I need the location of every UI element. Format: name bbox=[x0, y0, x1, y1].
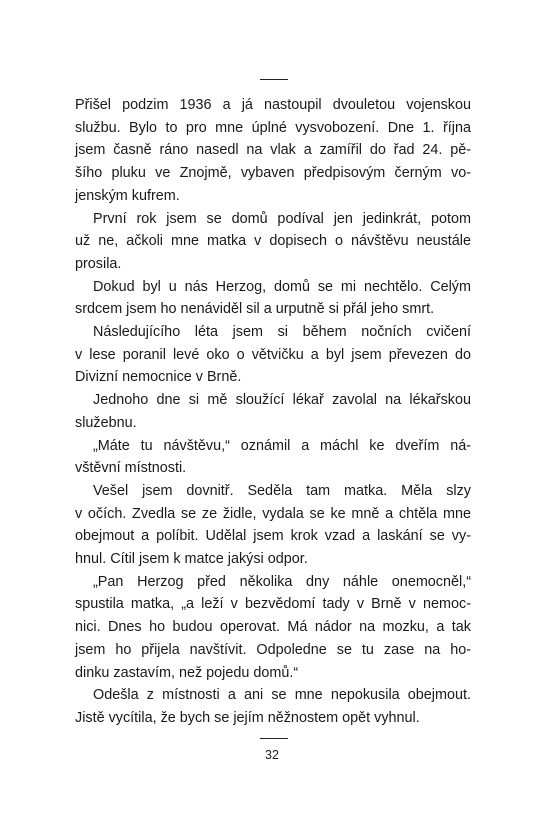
text-line: hnul. Cítil jsem k matce jakýsi odpor. bbox=[75, 551, 308, 568]
text-line: dinku zastavím, než pojedu domů.“ bbox=[75, 664, 299, 681]
text-line: službu. Bylo to pro mne úplné vysvobození. Dne 1. října bbox=[75, 119, 471, 136]
paragraph bbox=[75, 435, 471, 480]
text-line: šího pluku ve Znojmě, vybaven předpisovým černým vo- bbox=[75, 165, 471, 182]
page-number: 32 bbox=[265, 748, 279, 762]
top-rule bbox=[260, 79, 288, 80]
text-line: Následujícího léta jsem si během nočních cvičení bbox=[93, 324, 471, 341]
text-line: obejmout a políbit. Udělal jsem krok vzad a laskání se vy- bbox=[75, 528, 471, 545]
paragraph bbox=[75, 389, 471, 434]
text-line: jsem časně ráno nasedl na vlak a zamířil do řad 24. pě- bbox=[75, 142, 471, 159]
text-line: prosila. bbox=[75, 255, 122, 272]
text-line: v očích. Zvedla se ze židle, vydala se ke mně a chtěla mne bbox=[75, 505, 471, 522]
paragraph bbox=[75, 571, 471, 685]
text-line: jenským kufrem. bbox=[75, 187, 180, 204]
text-line: „Máte tu návštěvu,“ oznámil a máchl ke dveřím ná- bbox=[93, 437, 471, 454]
body-text bbox=[75, 94, 471, 730]
text-line: služebnu. bbox=[75, 414, 137, 431]
text-line: spustila matka, „a leží v bezvědomí tady v Brně v nemoc- bbox=[75, 596, 471, 613]
text-line: Vešel jsem dovnitř. Seděla tam matka. Měla slzy bbox=[93, 482, 471, 499]
paragraph bbox=[75, 480, 471, 571]
paragraph bbox=[75, 208, 471, 276]
text-line: Přišel podzim 1936 a já nastoupil dvouletou vojenskou bbox=[75, 97, 471, 113]
text-line: První rok jsem se domů podíval jen jedinkrát, potom bbox=[93, 210, 471, 227]
text-line: srdcem jsem ho nenáviděl sil a urputně si přál jeho smrt. bbox=[75, 301, 435, 318]
footer-rule bbox=[260, 738, 288, 739]
text-line: Jednoho dne si mě sloužící lékař zavolal na lékařskou bbox=[93, 392, 471, 409]
text-line: jsem ho přijela navštívit. Odpoledne se tu zase na ho- bbox=[75, 641, 471, 658]
paragraph bbox=[75, 684, 471, 729]
text-line: Dokud byl u nás Herzog, domů se mi nechtělo. Celým bbox=[93, 278, 471, 295]
text-line: Jistě vycítila, že bych se jejím něžnostem opět vyhnul. bbox=[75, 709, 420, 726]
text-line: Divizní nemocnice v Brně. bbox=[75, 369, 242, 386]
text-line: „Pan Herzog před několika dny náhle onemocněl,“ bbox=[93, 573, 471, 590]
text-line: už ne, ačkoli mne matka v dopisech o návštěvu neustále bbox=[75, 233, 471, 250]
paragraph bbox=[75, 321, 471, 389]
text-line: nici. Dnes ho budou operovat. Má nádor na mozku, a tak bbox=[75, 619, 471, 636]
paragraph bbox=[75, 276, 471, 321]
text-line: vštěvní místnosti. bbox=[75, 460, 187, 477]
text-line: Odešla z místnosti a ani se mne nepokusila obejmout. bbox=[93, 687, 471, 704]
paragraph bbox=[75, 94, 471, 208]
text-line: v lese poranil levé oko o větvičku a byl jsem převezen do bbox=[75, 346, 471, 363]
